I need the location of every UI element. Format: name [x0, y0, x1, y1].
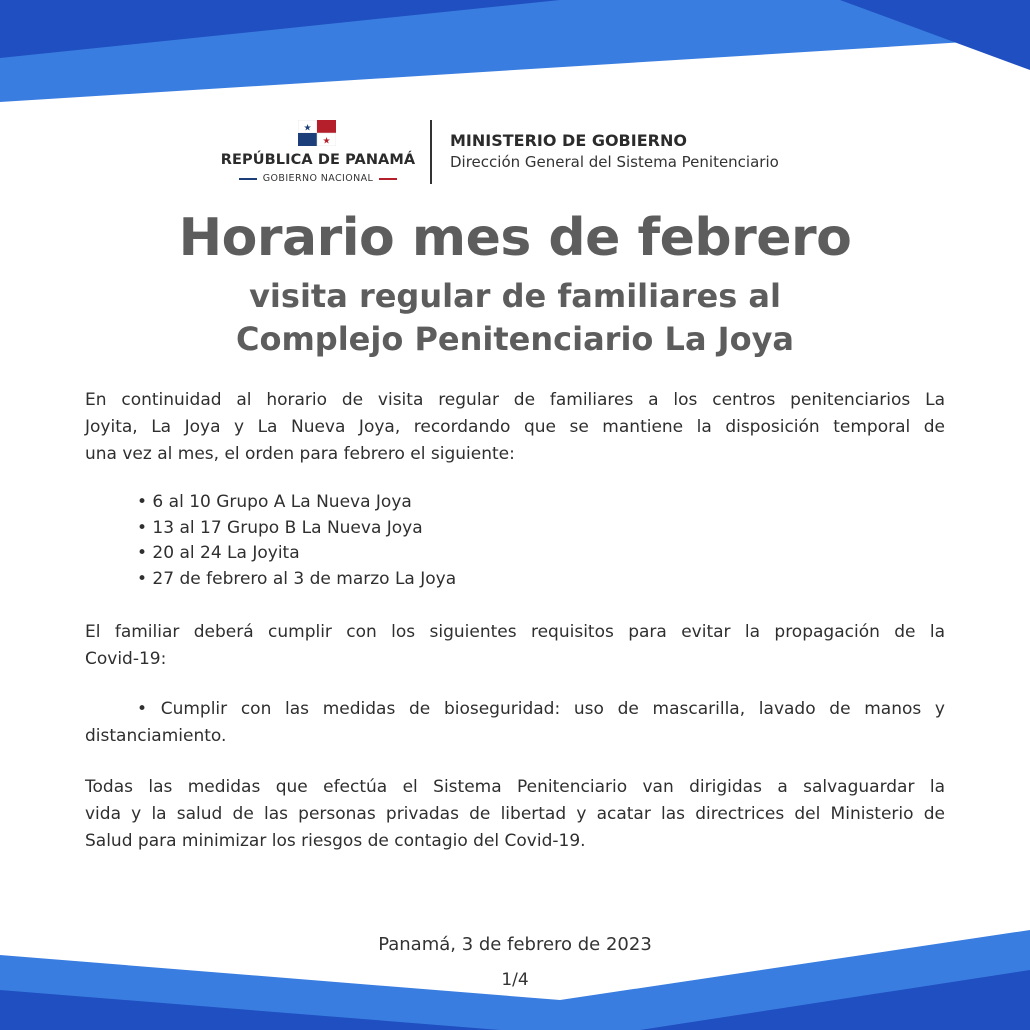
page-number: 1/4 [501, 970, 529, 990]
closing-line: vida y la salud de las personas privadas de libertad y acatar las directrices del Ministerio de [85, 804, 945, 824]
schedule-item: • 27 de febrero al 3 de marzo La Joya [137, 568, 457, 589]
closing-paragraph [85, 774, 945, 855]
requirements-intro [85, 619, 945, 673]
intro-paragraph [85, 387, 945, 468]
schedule-item: • 20 al 24 La Joyita [137, 543, 300, 563]
panama-flag-icon [298, 120, 336, 146]
government-label: GOBIERNO NACIONAL [262, 173, 374, 184]
subtitle-line-1: visita regular de familiares al [249, 277, 781, 315]
header-divider [430, 120, 432, 184]
schedule-item: • 13 al 17 Grupo B La Nueva Joya [137, 517, 423, 538]
svg-text:★: ★ [322, 136, 331, 146]
schedule-list [137, 490, 737, 592]
page-title: Horario mes de febrero [178, 208, 852, 268]
red-rule [379, 178, 397, 180]
requirement-item [85, 696, 945, 750]
intro-line: una vez al mes, el orden para febrero el siguiente: [85, 444, 515, 464]
ministry-name: MINISTERIO DE GOBIERNO [450, 131, 687, 150]
requirement-line: distanciamiento. [85, 726, 227, 746]
issue-date: Panamá, 3 de febrero de 2023 [378, 934, 652, 955]
requirement-line: • Cumplir con las medidas de bioseguridad: uso de mascarilla, lavado de manos y [137, 699, 945, 719]
requirements-line: Covid-19: [85, 649, 167, 669]
header [0, 112, 1030, 192]
blue-rule [239, 178, 257, 180]
government-label-row [228, 173, 408, 184]
closing-line: Salud para minimizar los riesgos de contagio del Covid-19. [85, 831, 586, 851]
closing-line: Todas las medidas que efectúa el Sistema Penitenciario van dirigidas a salvaguardar la [85, 777, 945, 797]
subtitle-line-2: Complejo Penitenciario La Joya [235, 320, 795, 358]
svg-text:★: ★ [303, 123, 312, 134]
schedule-item: • 6 al 10 Grupo A La Nueva Joya [137, 492, 412, 512]
country-name: REPÚBLICA DE PANAMÁ [220, 152, 416, 168]
direction-name: Dirección General del Sistema Penitenciario [450, 153, 779, 171]
requirements-line: El familiar deberá cumplir con los siguientes requisitos para evitar la propagación de la [85, 622, 945, 642]
intro-line: Joyita, La Joya y La Nueva Joya, recordando que se mantiene la disposición temporal de [85, 417, 945, 437]
intro-line: En continuidad al horario de visita regular de familiares a los centros penitenciarios La [85, 390, 945, 410]
